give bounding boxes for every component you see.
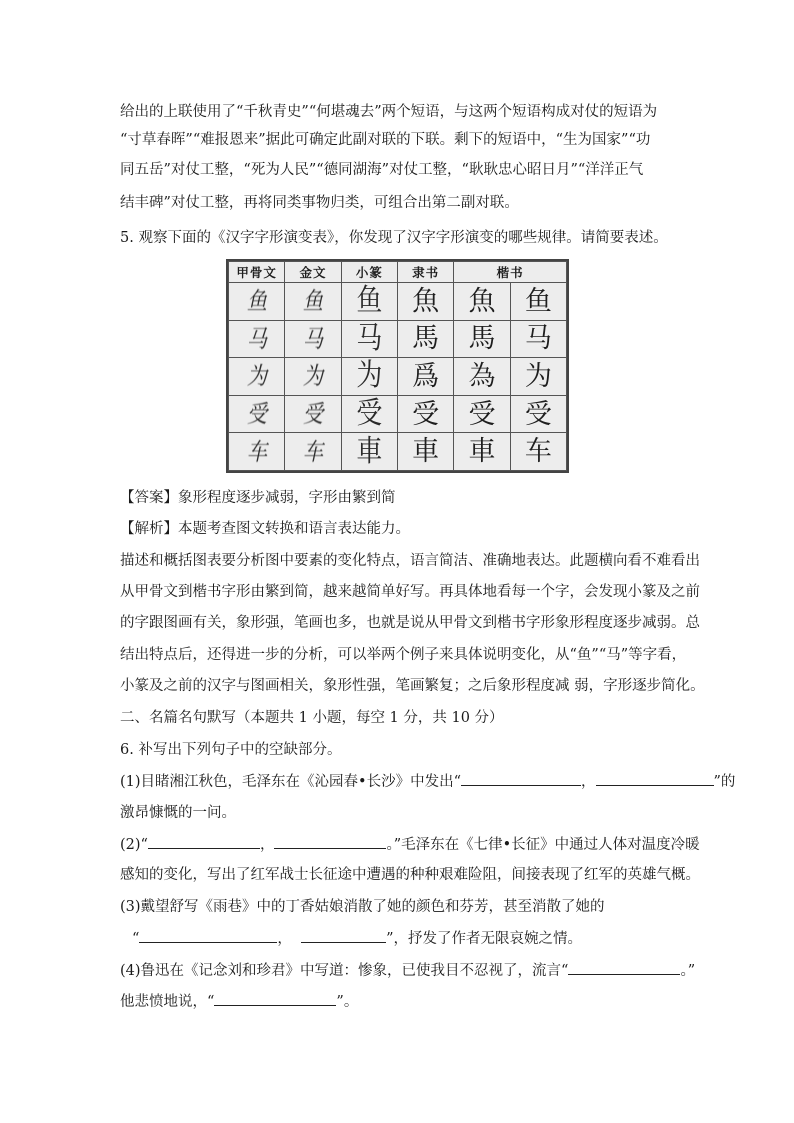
header-regular: 楷书 bbox=[454, 262, 567, 283]
text-line: 给出的上联使用了“千秋青史”“何堪魂去”两个短语，与这两个短语构成对仗的短语为 bbox=[120, 104, 658, 120]
glyph-cell: 馬 bbox=[454, 320, 510, 358]
glyph-cell: 受 bbox=[229, 395, 285, 433]
glyph-cell: 魚 bbox=[397, 283, 453, 321]
answer: 【答案】象形程度逐步减弱，字形由繁到简 bbox=[120, 490, 396, 506]
blank-input[interactable] bbox=[461, 771, 581, 786]
glyph-cell: 车 bbox=[285, 433, 341, 471]
glyph-cell: 車 bbox=[341, 433, 397, 471]
glyph-cell: 馬 bbox=[397, 320, 453, 358]
header-bronze: 金文 bbox=[285, 262, 341, 283]
glyph-cell: 马 bbox=[229, 320, 285, 358]
blank-input[interactable] bbox=[148, 834, 260, 849]
q6-part-4-cont: 他悲愤地说，“ ”。 bbox=[120, 991, 690, 1012]
glyph-cell: 马 bbox=[510, 320, 566, 358]
glyph-cell: 受 bbox=[510, 395, 566, 433]
analysis-line: 小篆及之前的汉字与图画相关，象形性强，笔画繁复；之后象形程度减 弱，字形逐步简化。 bbox=[120, 678, 705, 694]
glyph-cell: 鱼 bbox=[510, 283, 566, 321]
q6-part-3: (3)戴望舒写《雨巷》中的丁香姑娘消散了她的颜色和芬芳，甚至消散了她的 bbox=[120, 899, 605, 915]
analysis-line: 结出特点后，还得进一步的分析，可以举两个例子来具体说明变化，从“鱼”“马”等字看， bbox=[120, 647, 687, 663]
character-evolution-table bbox=[226, 259, 569, 473]
glyph-cell: 受 bbox=[341, 395, 397, 433]
q6-part-4: (4)鲁迅在《记念刘和珍君》中写道：惨象，已使我目不忍视了，流言“ 。” bbox=[120, 960, 690, 981]
blank-input[interactable] bbox=[139, 928, 277, 943]
glyph-cell: 马 bbox=[285, 320, 341, 358]
analysis-line: 的字跟图画有关，象形强，笔画也多，也就是说从甲骨文到楷书字形象形程度逐步减弱。总 bbox=[120, 615, 700, 631]
analysis-line: 从甲骨文到楷书字形由繁到简，越来越简单好写。再具体地看每一个字，会发现小篆及之前 bbox=[120, 584, 700, 600]
q6-part-1: (1)目睹湘江秋色，毛泽东在《沁园春•长沙》中发出“ ， ”的 bbox=[120, 771, 690, 792]
blank-input[interactable] bbox=[596, 771, 714, 786]
glyph-cell: 鱼 bbox=[229, 283, 285, 321]
glyph-cell: 受 bbox=[397, 395, 453, 433]
blank-input[interactable] bbox=[214, 991, 336, 1006]
text-line: 结丰碑”对仗工整，再将同类事物归类，可组合出第二副对联。 bbox=[120, 195, 519, 211]
glyph-cell: 車 bbox=[397, 433, 453, 471]
analysis-title: 【解析】本题考查图文转换和语言表达能力。 bbox=[120, 521, 410, 537]
q6-part-3-cont: “ ， ”，抒发了作者无限哀婉之情。 bbox=[132, 928, 702, 949]
glyph-cell: 为 bbox=[341, 358, 397, 396]
glyph-cell: 车 bbox=[510, 433, 566, 471]
text-line: “寸草春晖”“难报恩来”据此可确定此副对联的下联。剩下的短语中，“生为国家”“功 bbox=[120, 132, 651, 148]
header-seal: 小篆 bbox=[341, 262, 397, 283]
glyph-cell: 為 bbox=[454, 358, 510, 396]
glyph-cell: 为 bbox=[285, 358, 341, 396]
blank-input[interactable] bbox=[301, 928, 386, 943]
q6-part-1-cont: 激昂慷慨的一问。 bbox=[120, 805, 236, 821]
glyph-cell: 車 bbox=[454, 433, 510, 471]
question-5: 5. 观察下面的《汉字字形演变表》，你发现了汉字字形演变的哪些规律。请简要表述。 bbox=[120, 230, 668, 246]
glyph-cell: 魚 bbox=[454, 283, 510, 321]
text-line: 同五岳”对仗工整，“死为人民”“德同湖海”对仗工整，“耿耿忠心昭日月”“洋洋正气 bbox=[120, 162, 644, 178]
header-clerical: 隶书 bbox=[397, 262, 453, 283]
header-oracle: 甲骨文 bbox=[229, 262, 285, 283]
analysis-line: 描述和概括图表要分析图中要素的变化特点，语言简洁、准确地表达。此题横向看不难看出 bbox=[120, 553, 700, 569]
glyph-cell: 为 bbox=[229, 358, 285, 396]
glyph-cell: 受 bbox=[285, 395, 341, 433]
glyph-cell: 鱼 bbox=[341, 283, 397, 321]
question-6: 6. 补写出下列句子中的空缺部分。 bbox=[120, 742, 342, 758]
glyph-cell: 爲 bbox=[397, 358, 453, 396]
glyph-cell: 鱼 bbox=[285, 283, 341, 321]
glyph-cell: 马 bbox=[341, 320, 397, 358]
glyph-cell: 为 bbox=[510, 358, 566, 396]
blank-input[interactable] bbox=[274, 834, 386, 849]
glyph-cell: 受 bbox=[454, 395, 510, 433]
blank-input[interactable] bbox=[568, 960, 680, 975]
glyph-cell: 车 bbox=[229, 433, 285, 471]
section-2-heading: 二、名篇名句默写（本题共 1 小题，每空 1 分，共 10 分） bbox=[120, 710, 504, 726]
q6-part-2: (2)“ ， 。”毛泽东在《七律•长征》中通过人体对温度冷暖 bbox=[120, 834, 690, 855]
q6-part-2-cont: 感知的变化，写出了红军战士长征途中遭遇的种种艰难险阻，间接表现了红军的英雄气概。 bbox=[120, 867, 700, 883]
